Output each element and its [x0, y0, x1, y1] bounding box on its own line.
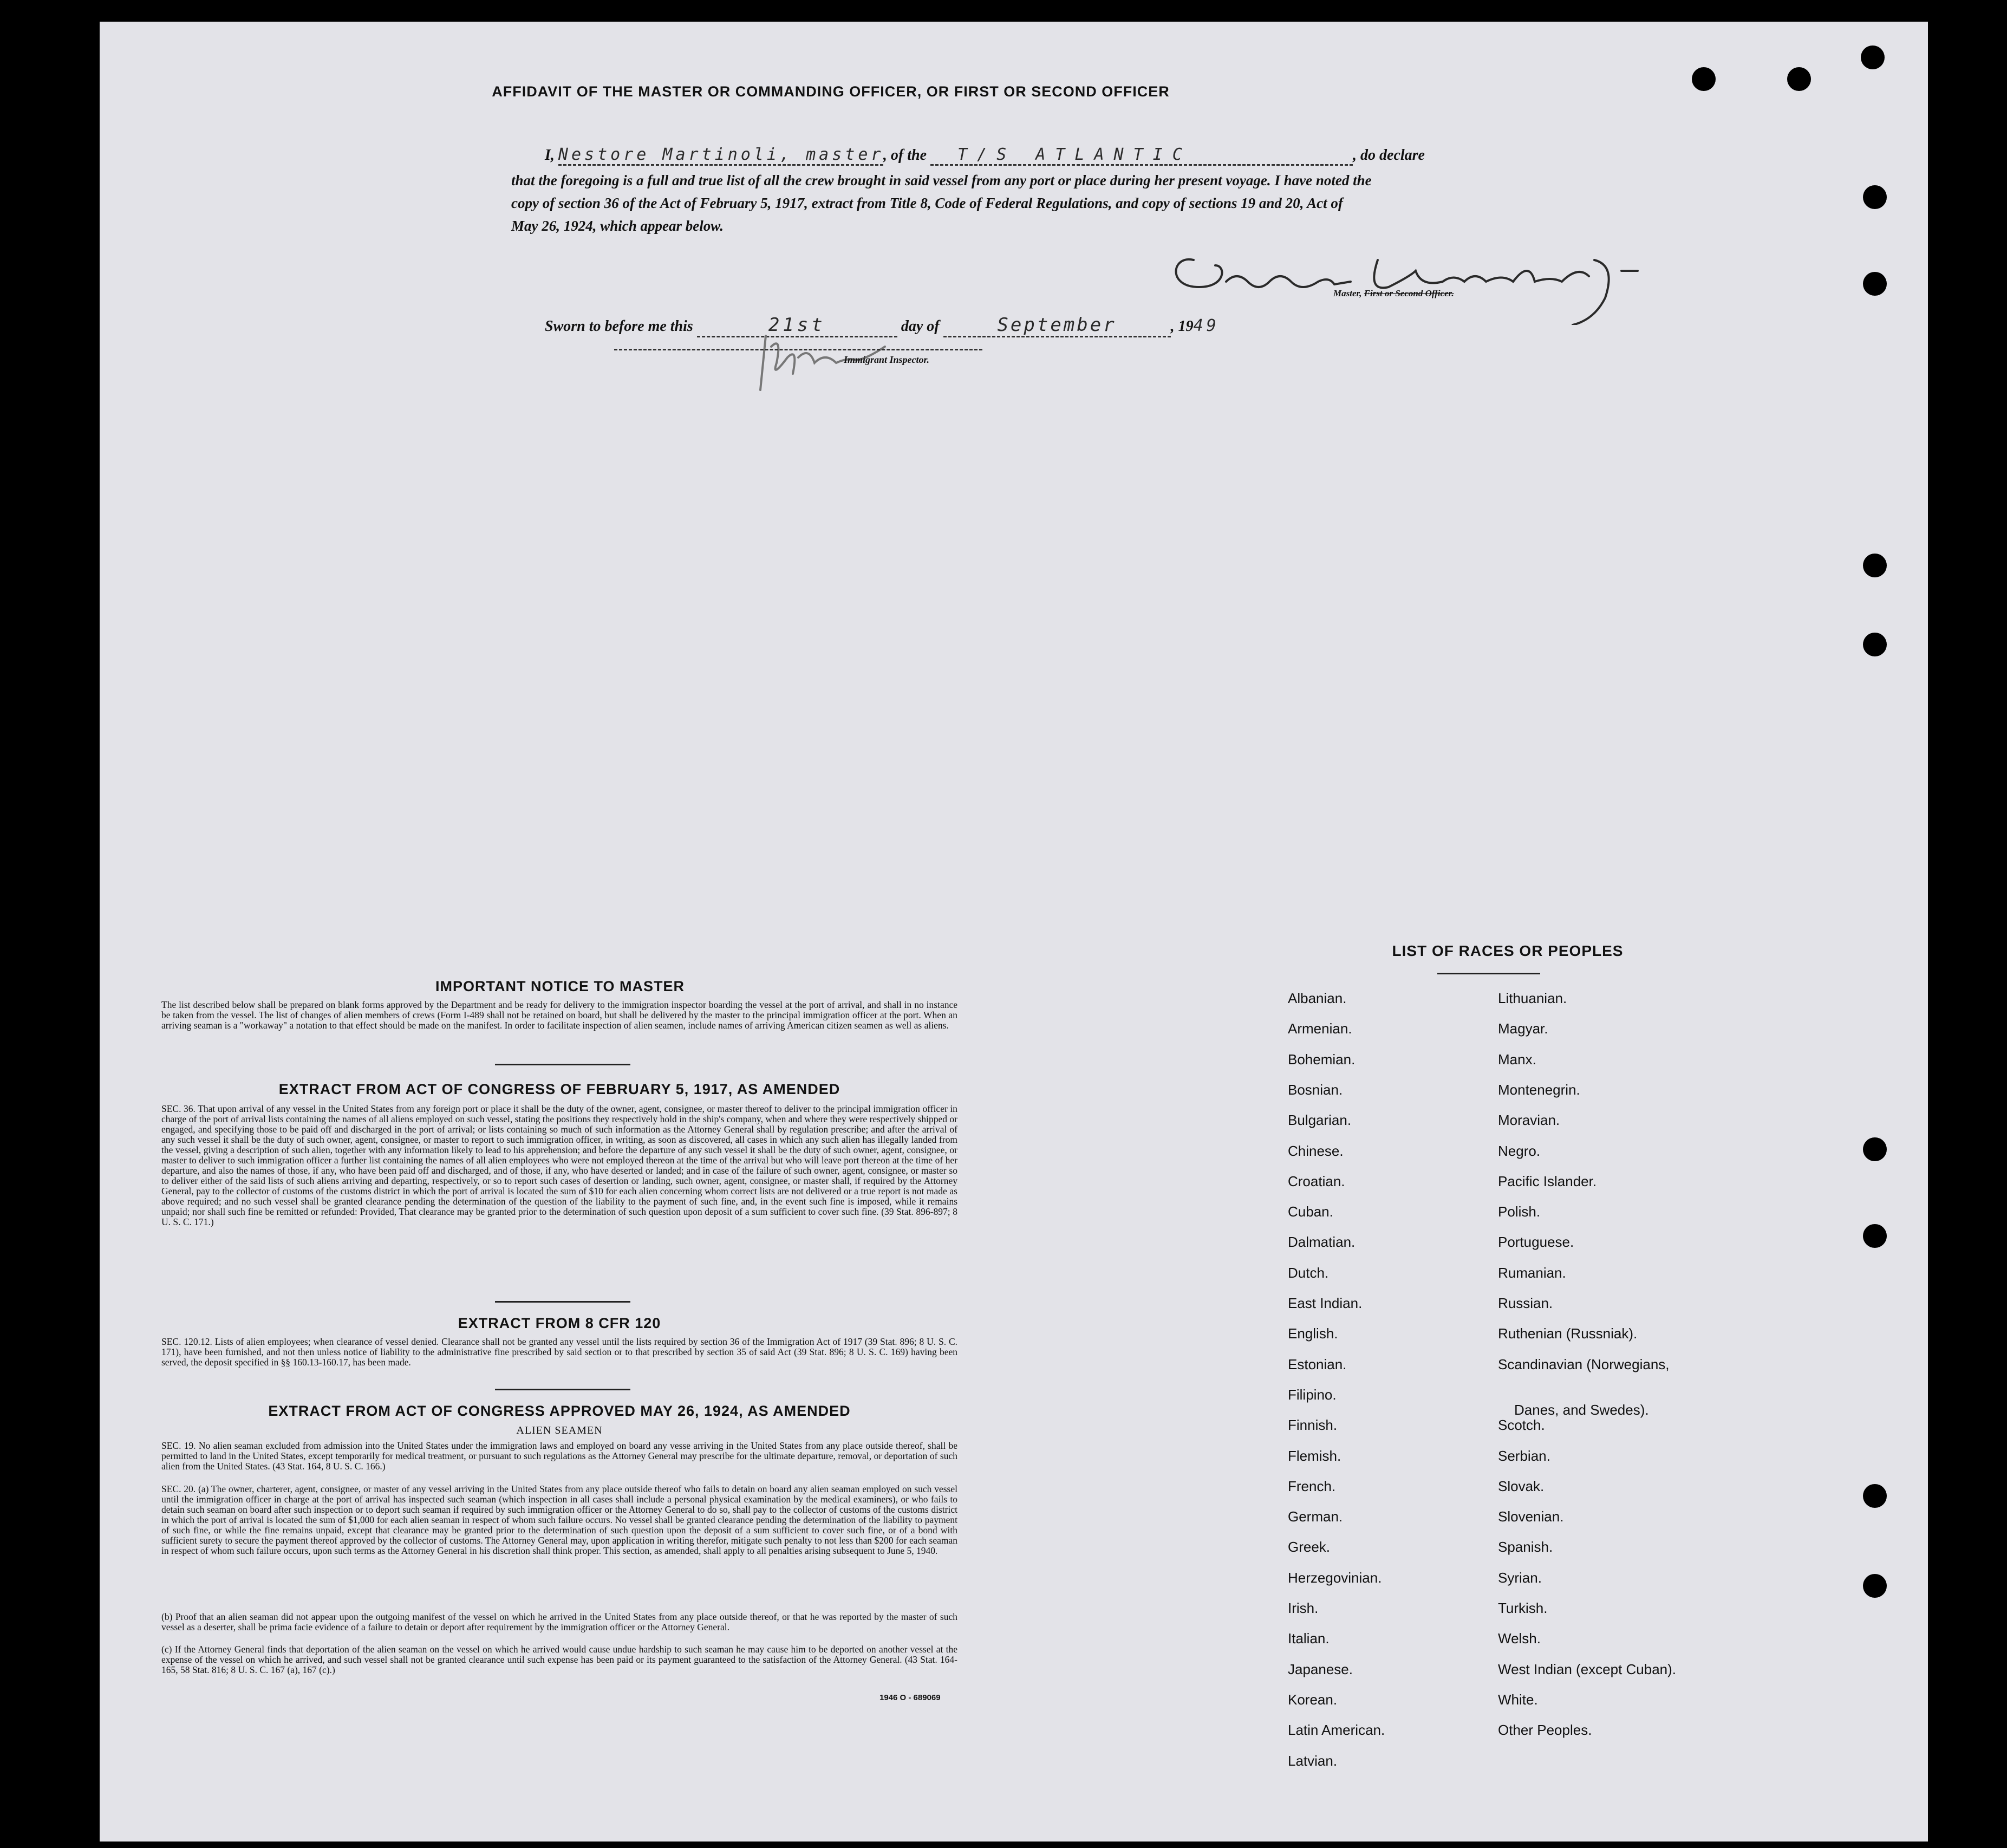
race-item: Russian. [1498, 1295, 1553, 1311]
races-left-column [1288, 990, 1483, 1792]
race-item: Albanian. [1288, 990, 1347, 1006]
race-item: Serbian. [1498, 1448, 1550, 1464]
race-item: Slovenian. [1498, 1508, 1564, 1525]
race-item: Scotch. [1498, 1417, 1545, 1433]
race-item: Turkish. [1498, 1600, 1548, 1616]
race-item: Korean. [1288, 1691, 1338, 1708]
punch-hole [1861, 45, 1885, 69]
race-item: Pacific Islander. [1498, 1173, 1597, 1189]
race-item: Portuguese. [1498, 1234, 1574, 1250]
document-page [100, 22, 1928, 1842]
race-item: White. [1498, 1691, 1538, 1708]
master-signature [1161, 227, 1670, 325]
year-prefix: , 19 [1170, 318, 1194, 335]
race-item: Cuban. [1288, 1203, 1333, 1220]
race-item: Slovak. [1498, 1478, 1545, 1494]
divider [1437, 973, 1540, 974]
race-item: Armenian. [1288, 1020, 1352, 1037]
affidavit-body-line2: copy of section 36 of the Act of February 5, 1917, extract from Title 8, Code of Federal Regulations, and copy of sections 19 and 20, Act of [511, 195, 1343, 211]
race-item: Welsh. [1498, 1630, 1541, 1647]
race-item: Bohemian. [1288, 1051, 1356, 1068]
race-item: Greek. [1288, 1539, 1331, 1555]
race-item: Danes, and Swedes). [1514, 1402, 1649, 1418]
race-item: Bulgarian. [1288, 1112, 1352, 1128]
extract-1924-title: EXTRACT FROM ACT OF CONGRESS APPROVED MAY 26, 1924, AS AMENDED [268, 1403, 851, 1419]
race-item: Dalmatian. [1288, 1234, 1356, 1250]
race-item: Rumanian. [1498, 1265, 1566, 1281]
year-value: 49 [1193, 316, 1220, 335]
divider [495, 1389, 630, 1390]
vessel-value: T/S ATLANTIC [957, 145, 1192, 164]
race-item: Magyar. [1498, 1020, 1548, 1037]
race-item: Croatian. [1288, 1173, 1345, 1189]
inspector-line [614, 349, 982, 350]
race-item: Japanese. [1288, 1661, 1353, 1677]
notice-title: IMPORTANT NOTICE TO MASTER [435, 978, 685, 994]
month-field [943, 314, 1171, 337]
race-item: Chinese. [1288, 1143, 1344, 1159]
extract-1924-sec20c: (c) If the Attorney General finds that deportation of the alien seaman on the vessel on which he arrived would cause undue hardship to such seaman he may cause him to be deported on another vessel at the expense of the vessel on which he arrived, and such vessel shall not be granted clearance until such expense has been paid or its payment guaranteed to the satisfaction of the Attorney General. (43 Stat. 164-165, 58 Stat. 816; 8 U. S. C. 167 (a), 167 (c).) [161, 1644, 957, 1675]
print-code: 1946 O - 689069 [879, 1693, 941, 1702]
extract-1924-sec19: SEC. 19. No alien seaman excluded from admission into the United States under the immigration laws and employed on board any vesse arriving in the United States from any place outside thereof, shall be permitted to land in the United States, except temporarily for medical treatment, or pursuant to such regulations as the Attorney General may prescribe for the ultimate departure, removal, or deportation of such alien from the United States. (43 Stat. 164, 8 U. S. C. 166.) [161, 1440, 957, 1472]
race-item: Scandinavian (Norwegians, [1498, 1356, 1670, 1372]
race-item: Syrian. [1498, 1570, 1542, 1586]
race-item: French. [1288, 1478, 1336, 1494]
divider [495, 1064, 630, 1065]
punch-hole [1692, 67, 1716, 91]
punch-hole [1863, 554, 1887, 577]
race-item: German. [1288, 1508, 1343, 1525]
divider [495, 1301, 630, 1303]
race-item: Finnish. [1288, 1417, 1338, 1433]
race-item: Latin American. [1288, 1722, 1385, 1738]
race-item: Other Peoples. [1498, 1722, 1592, 1738]
race-item: Montenegrin. [1498, 1082, 1580, 1098]
race-item: Negro. [1498, 1143, 1541, 1159]
race-item: Filipino. [1288, 1387, 1337, 1403]
race-item: Ruthenian (Russniak). [1498, 1325, 1638, 1342]
i-prefix: I, [545, 147, 555, 164]
day-of-text: day of [901, 318, 940, 335]
extract-1924-sec20b: (b) Proof that an alien seaman did not appear upon the outgoing manifest of the vessel on which he arrived in the United States from any place outside thereof, or that he was reported by the master of such vessel as a deserter, shall be prima facie evidence of a failure to detain or deport after requirement by the immigration officer or the Attorney General. [161, 1611, 957, 1632]
extract-cfr-title: EXTRACT FROM 8 CFR 120 [458, 1315, 661, 1331]
signer-label [1333, 288, 1454, 299]
sworn-text: Sworn to before me this [545, 318, 693, 335]
punch-hole [1863, 1224, 1887, 1248]
race-item: English. [1288, 1325, 1338, 1342]
month-value: September [997, 314, 1117, 336]
affidavit-body-line3: May 26, 1924, which appear below. [511, 218, 724, 234]
races-right-column [1498, 990, 1823, 1792]
affidavit-title: AFFIDAVIT OF THE MASTER OR COMMANDING OFFICER, OR FIRST OR SECOND OFFICER [492, 83, 1170, 100]
extract-1917-text: SEC. 36. That upon arrival of any vessel in the United States from any foreign port or place it shall be the duty of the owner, agent, consignee, or master thereof to deliver to the principal immigration officer in charge of the port of arrival lists containing the names of all aliens employed on such vessel, stating the positions they respectively hold in the ship's company, when and where they were respectively shipped or engaged, and specifying those to be paid off and discharged in the port of arrival; or lists containing so much of such information as the Attorney General shall by regulation prescribe; and after the arrival of any such vessel it shall be the duty of such owner, agent, consignee, or master to report to such immigration officer, in writing, as soon as discovered, all cases in which any such alien has illegally landed from the vessel, giving a description of such alien, together with any information likely to lead to his apprehension; and before the departure of any such vessel it shall be the duty of such owner, agent, consignee, or master to deliver to such immigration officer a further list containing the names of all alien employees who were not employed thereon at the time of the arrival but who will leave port thereon at the time of her departure, and also the names of those, if any, who have been paid off and discharged, and of those, if any, who have deserted or landed; and in case of the failure of such owner, agent, consignee, or master so to deliver either of the said lists of such aliens arriving and departing, respectively, or so to report such cases of desertion or landing, such owner, agent, consignee, or master shall, if required by the Attorney General, pay to the collector of customs of the customs district in which the port of arrival is located the sum of $10 for each alien concerning whom correct lists are not delivered or a true report is not made as above required; and no such vessel shall be granted clearance pending the determination of the question of the liability to the payment of such fine, and, in the event such fine is imposed, while it remains unpaid; nor shall such fine be remitted or refunded: Provided, That clearance may be granted prior to the determination of such question upon deposit of a sum sufficient to cover such fine. (39 Stat. 896-897; 8 U. S. C. 171.) [161, 1103, 957, 1227]
race-item: Polish. [1498, 1203, 1541, 1220]
punch-hole [1863, 185, 1887, 209]
punch-hole [1787, 67, 1811, 91]
race-item: Moravian. [1498, 1112, 1560, 1128]
master-name-value: Nestore Martinoli, master [558, 145, 884, 164]
affidavit-declaration-line [545, 145, 1425, 166]
day-value: 21st [768, 314, 826, 336]
race-item: Flemish. [1288, 1448, 1341, 1464]
extract-1924-subtitle: ALIEN SEAMEN [516, 1424, 603, 1436]
punch-hole [1863, 1137, 1887, 1161]
race-item: Spanish. [1498, 1539, 1553, 1555]
extract-1917-title: EXTRACT FROM ACT OF CONGRESS OF FEBRUARY 5, 1917, AS AMENDED [278, 1081, 840, 1097]
race-item: Italian. [1288, 1630, 1330, 1647]
inspector-label: Immigrant Inspector. [844, 354, 930, 365]
race-item: Bosnian. [1288, 1082, 1343, 1098]
race-item: Dutch. [1288, 1265, 1329, 1281]
do-declare-text: , do declare [1353, 147, 1425, 164]
race-item: Herzegovinian. [1288, 1570, 1382, 1586]
vessel-field [930, 145, 1353, 166]
signer-label-master: Master, [1333, 288, 1362, 298]
punch-hole [1863, 633, 1887, 656]
punch-hole [1863, 272, 1887, 296]
extract-cfr-text: SEC. 120.12. Lists of alien employees; when clearance of vessel denied. Clearance shall not be granted any vessel until the lists required by section 36 of the Immigration Act of 1917 (39 Stat. 896; 8 U. S. C. 171), have been furnished, and not then unless notice of liability to the administrative fine prescribed by said section or to that prescribed by section 35 of said Act (39 Stat. 896; 8 U. S. C. 169) having been served, the deposit specified in §§ 160.13-160.17, has been made. [161, 1336, 957, 1368]
race-item: East Indian. [1288, 1295, 1363, 1311]
race-item: Latvian. [1288, 1753, 1338, 1769]
race-item: Estonian. [1288, 1356, 1347, 1372]
of-the-text: , of the [883, 147, 927, 164]
master-name-field [558, 145, 883, 166]
extract-1924-sec20a: SEC. 20. (a) The owner, charterer, agent, consignee, or master of any vessel arriving in the United States from any place outside thereof who fails to detain on board any alien seaman employed on such vessel until the immigration officer in charge at the port of arrival has inspected such seaman (which inspection in all cases shall include a personal physical examination by the medical examiners), or who fails to detain such seaman on board after such inspection or to deport such seaman if required by such immigration officer or the Attorney General to do so, shall pay to the collector of customs of the customs district in which the port of arrival is located the sum of $1,000 for each alien seaman in respect of whom such failure occurs. No vessel shall be granted clearance pending the determination of the liability to payment of such fine, or while the fine remains unpaid, except that clearance may be granted prior to the determination of such question upon the deposit of a sum sufficient to cover such fine, or of a bond with sufficient surety to secure the payment thereof approved by the collector of customs. The Attorney General may, upon application in writing therefor, mitigate such penalty to not less than $200 for each seaman in respect of whom such failure occurs, upon such terms as the Attorney General in his discretion shall think proper. This section, as amended, shall apply to all penalties arising subsequent to June 5, 1940. [161, 1483, 957, 1556]
race-item: Irish. [1288, 1600, 1319, 1616]
race-item: Manx. [1498, 1051, 1536, 1068]
signer-label-officer: First or Second Officer. [1364, 288, 1454, 298]
races-title: LIST OF RACES OR PEOPLES [1392, 942, 1624, 959]
race-item: West Indian (except Cuban). [1498, 1661, 1677, 1677]
punch-hole [1863, 1484, 1887, 1508]
punch-hole [1863, 1574, 1887, 1598]
affidavit-body-line1: that the foregoing is a full and true list of all the crew brought in said vessel from any port or place during her present voyage. I have noted the [511, 172, 1372, 188]
race-item: Lithuanian. [1498, 990, 1567, 1006]
notice-text: The list described below shall be prepared on blank forms approved by the Department and be ready for delivery to the immigration inspector boarding the vessel at the port of arrival, and shall in no instance be taken from the vessel. The list of changes of alien members of crews (Form I-489 shall not be retained on board, but shall be delivered by the master to the principal immigration officer at the port. When an arriving seaman is a "workaway" a notation to that effect should be made on the manifest. In order to facilitate inspection of alien seamen, include names of arriving American citizen seamen as well as aliens. [161, 999, 957, 1031]
